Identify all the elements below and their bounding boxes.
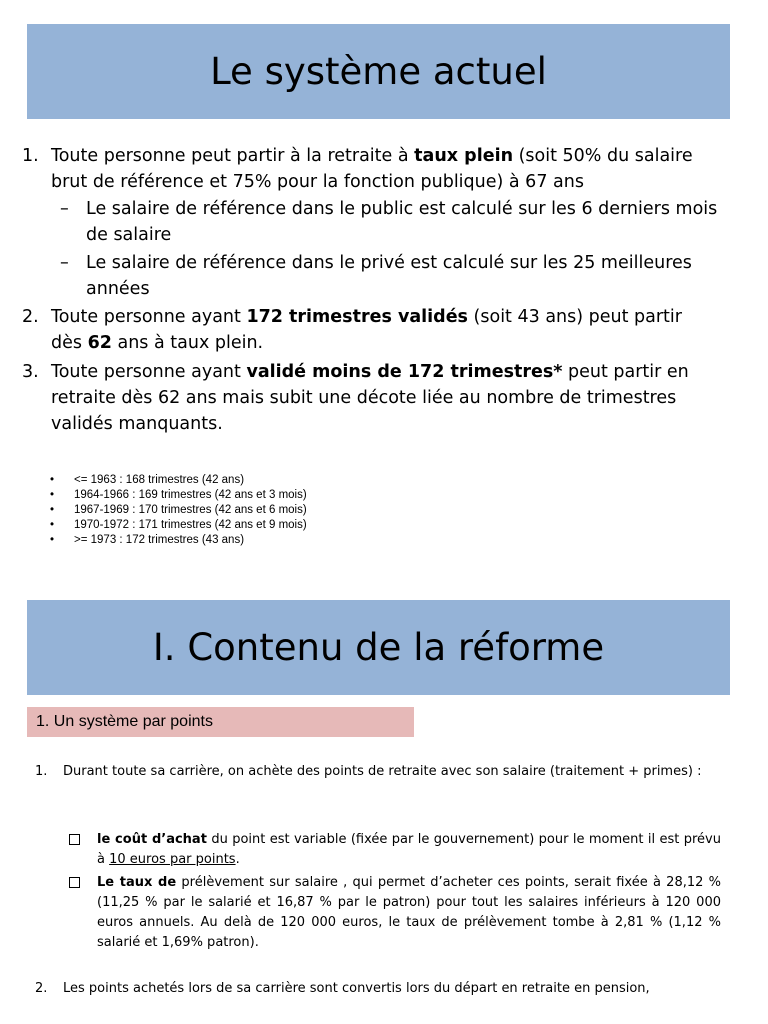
subitem-public: Le salaire de référence dans le public est calculé sur les 6 derniers mois de salaire [86, 199, 718, 245]
dash-glyph: – [60, 253, 69, 273]
checkbox-square-icon [69, 834, 80, 845]
item-3-number: 3. [22, 362, 39, 382]
bullet-glyph: • [50, 474, 55, 486]
slide1-title-banner [27, 24, 730, 119]
bullet-glyph: • [50, 504, 55, 516]
item-2-number: 2. [22, 307, 39, 327]
bullet-glyph: • [50, 519, 55, 531]
subitem-prive: Le salaire de référence dans le privé est calculé sur les 25 meilleures années [86, 253, 692, 299]
cout-achat-text: le coût d’achat du point est variable (fixée par le gouvernement) pour le moment il est prévu à 10 euros par points. [97, 832, 721, 867]
item-2-text: Toute personne ayant 172 trimestres validés (soit 43 ans) peut partir dès 62 ans à taux plein. [51, 307, 682, 353]
item-1-text: Durant toute sa carrière, on achète des points de retraite avec son salaire (traitement + primes) : [63, 764, 702, 779]
slide2-title: I. Contenu de la réforme [152, 626, 605, 669]
bullet-glyph: • [50, 534, 55, 546]
section-heading-text: 1. Un système par points [36, 713, 213, 730]
slide1-title: Le système actuel [210, 50, 547, 93]
dash-glyph: – [60, 199, 69, 219]
item-3-text: Toute personne ayant validé moins de 172 trimestres* peut partir en retraite dès 62 ans mais subit une décote liée au nombre de trimestres validés manquants. [51, 362, 689, 434]
bullet-glyph: • [50, 489, 55, 501]
footnote-item: 1967-1969 : 170 trimestres (42 ans et 6 mois) [74, 504, 307, 516]
footnote-item: >= 1973 : 172 trimestres (43 ans) [74, 534, 245, 546]
footnote-item: 1964-1966 : 169 trimestres (42 ans et 3 mois) [74, 489, 307, 501]
item-1-number: 1. [22, 146, 39, 166]
section-heading [27, 707, 414, 737]
item-1-number: 1. [35, 764, 48, 779]
taux-prelevement-text: Le taux de prélèvement sur salaire , qui permet d’acheter ces points, serait fixée à 28,12 % (11,25 % par le salarié et 16,87 % par le patron) pour tout les salaires inférieurs à 120 000 euros annuels. Au delà de 120 000 euros, le taux de prélèvement tombe à 2,81 % (1,12 % salarié et 1,69% patron). [97, 875, 722, 950]
checkbox-square-icon [69, 877, 80, 888]
item-2-text: Les points achetés lors de sa carrière sont convertis lors du départ en retraite en pension, [63, 981, 650, 996]
footnote-item: 1970-1972 : 171 trimestres (42 ans et 9 mois) [74, 519, 307, 531]
footnote-item: <= 1963 : 168 trimestres (42 ans) [74, 474, 245, 486]
item-1-text: Toute personne peut partir à la retraite à taux plein (soit 50% du salaire brut de référence et 75% pour la fonction publique) à 67 ans [51, 146, 693, 192]
slide2-title-banner [27, 600, 730, 695]
item-2-number: 2. [35, 981, 48, 996]
